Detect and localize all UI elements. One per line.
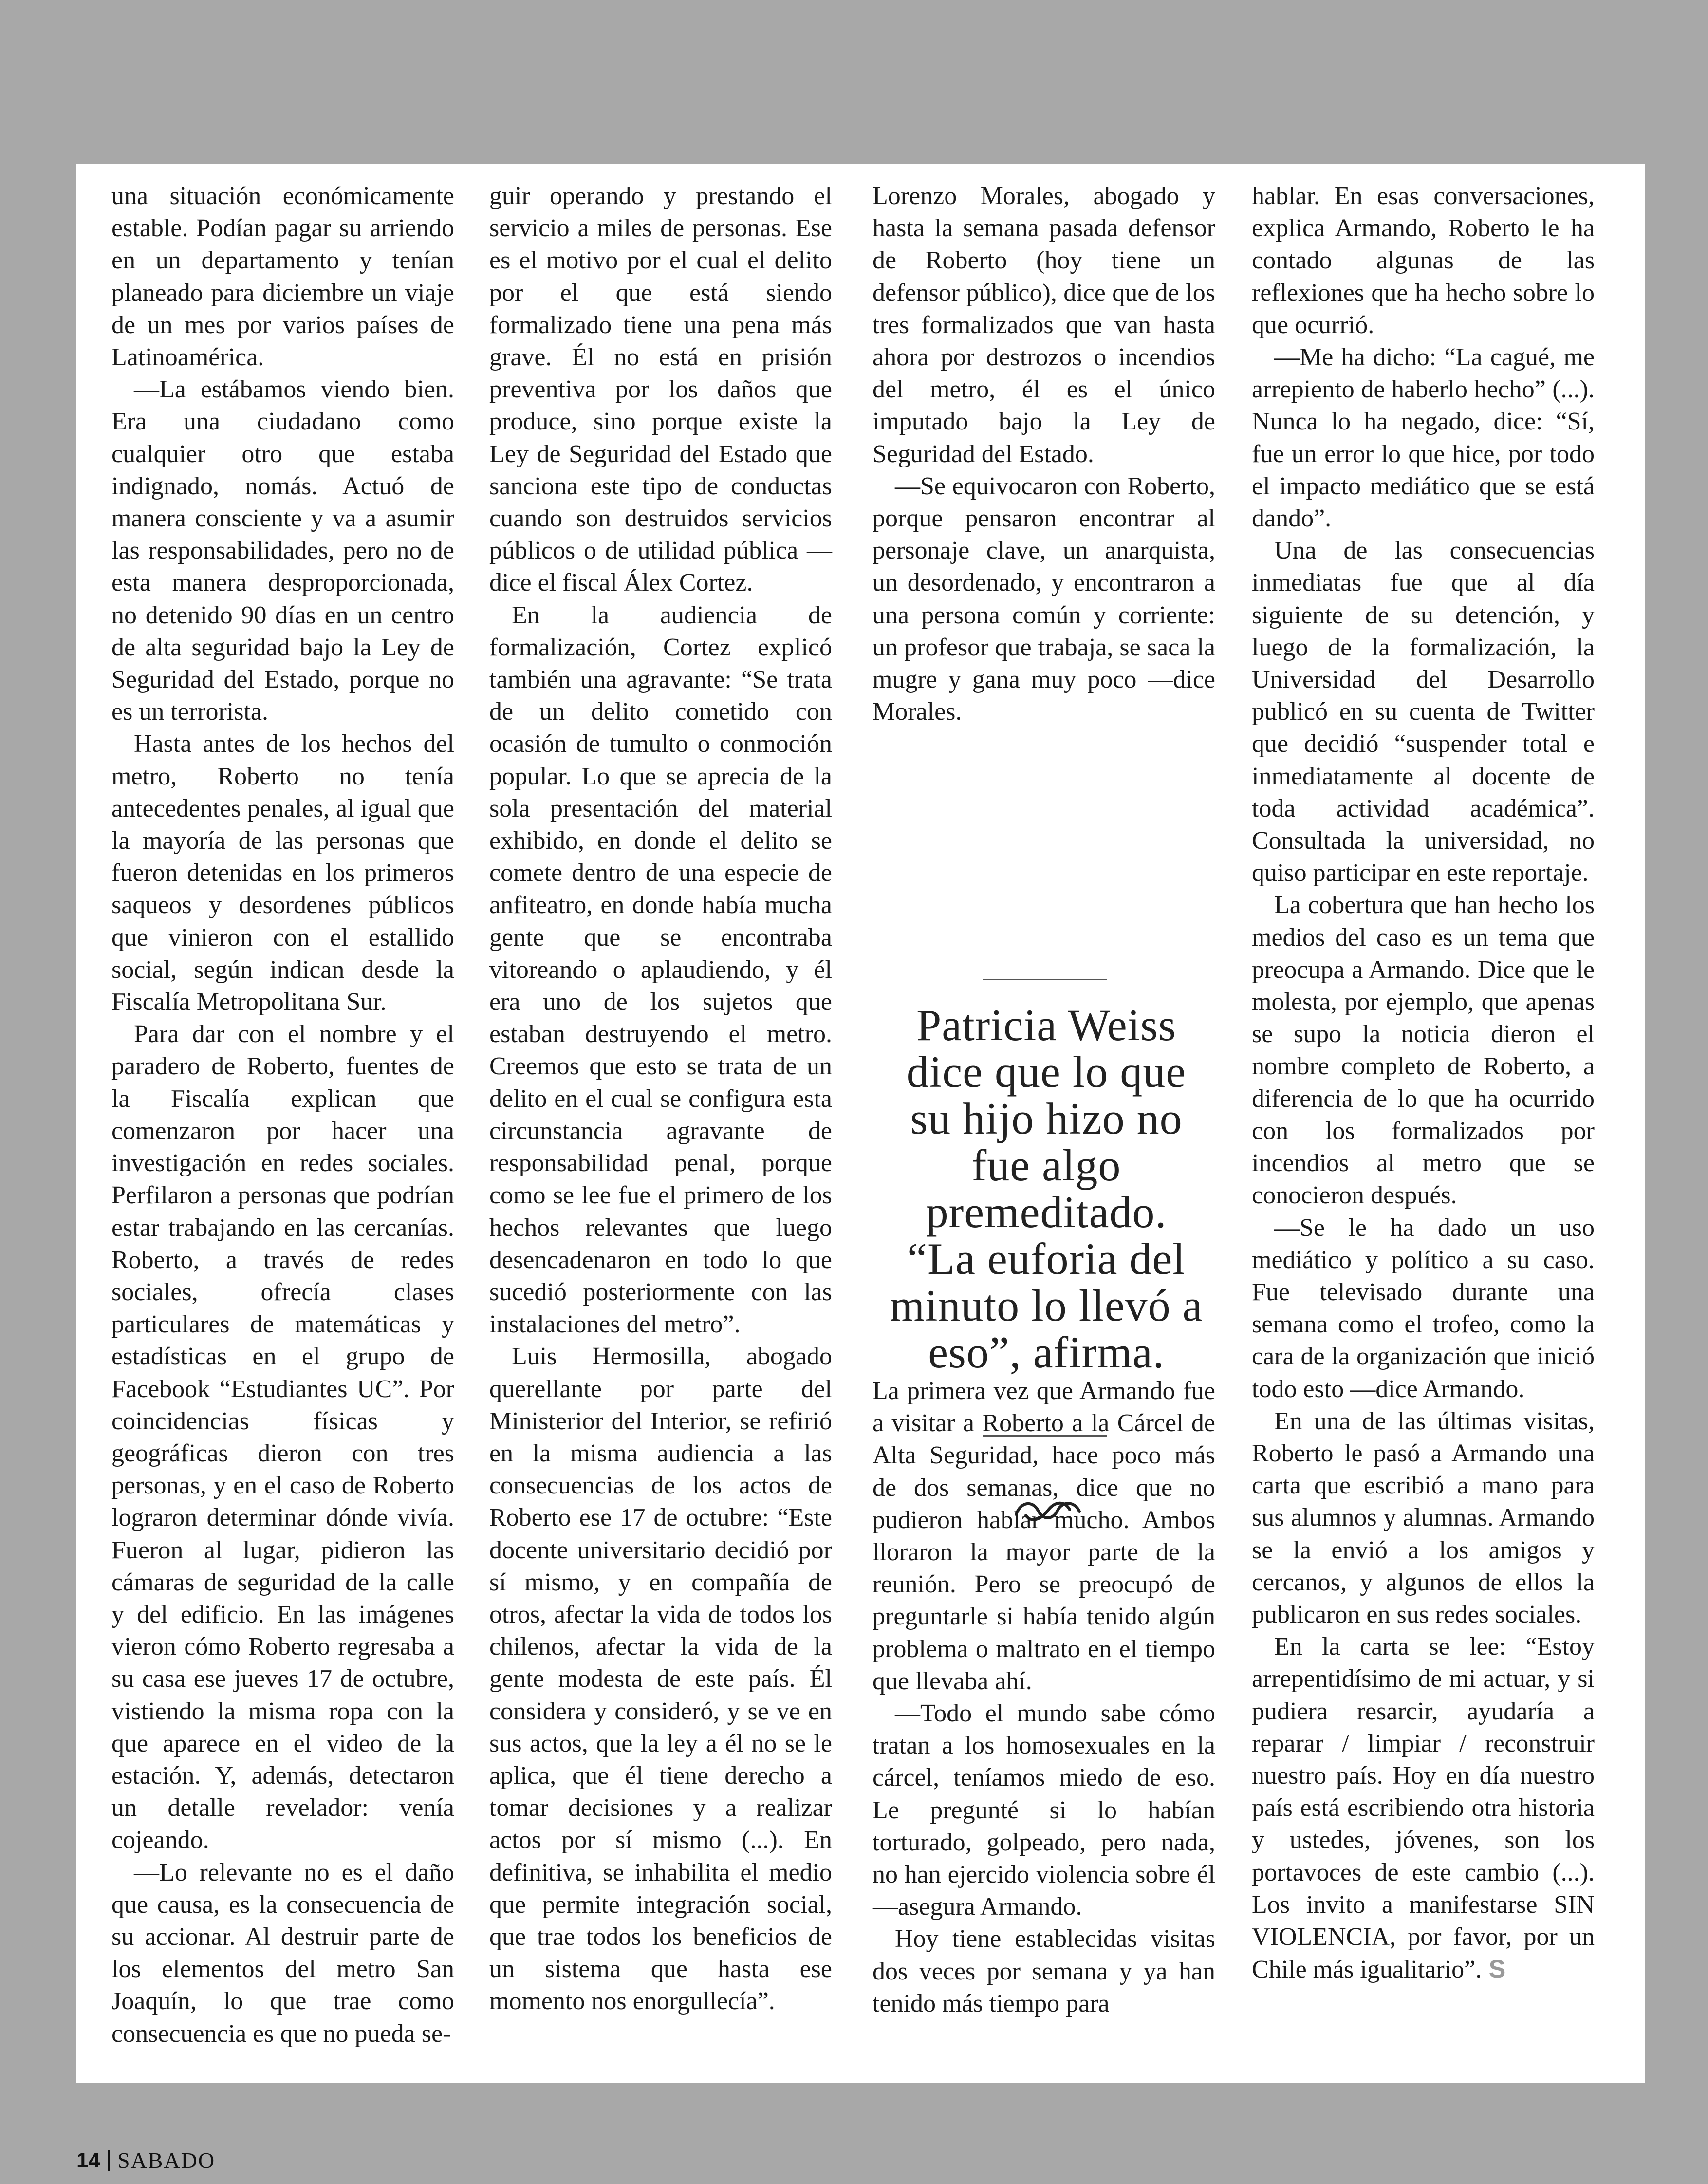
pullquote-line: su hijo hizo no <box>910 1094 1183 1143</box>
paragraph: guir operando y prestando el servicio a miles de personas. Ese es el motivo por el cual el delito por el que está siendo formalizado tiene una pena más grave. Él no está en prisión preventiva por los daños que produce, sino porque existe la Ley de Seguridad del Estado que sanciona este tipo de conductas cuando son destruidos servicios públicos o de utilidad pública —dice el fiscal Álex Cortez. <box>489 182 832 597</box>
article-column-1 <box>111 180 454 2050</box>
article-column-3 <box>873 180 1215 728</box>
pullquote-line: Patricia Weiss <box>916 1000 1176 1050</box>
paragraph: una situación económicamente estable. Podían pagar su arriendo en un departamento y tenían planeado para diciembre un viaje de un mes por varios países de Latinoamérica. <box>111 182 454 372</box>
paragraph: —Se equivocaron con Roberto, porque pensaron encontrar al personaje clave, un anarquista, un desordenado, y encontraron a una persona común y corriente: un profesor que trabaja, se saca la mugre y gana muy poco —dice Morales. <box>873 472 1215 726</box>
paragraph: En la audiencia de formalización, Cortez explicó también una agravante: “Se trata de un delito cometido con ocasión de tumulto o conmoción popular. Lo que se aprecia de la sola presentación del material exhibido, en donde el delito se comete dentro de una especie de anfiteatro, en donde había mucha gente que se encontraba vitoreando o aplaudiendo, y él era uno de los sujetos que estaban destruyendo el metro. Creemos que esto se trata de un delito en el cual se configura esta circunstancia agravante de responsabilidad penal, porque como se lee fue el primero de los hechos relevantes que luego desencadenaron en todo lo que sucedió posteriormente con las instalaciones del metro”. <box>489 601 832 1339</box>
paragraph: En la carta se lee: “Estoy arrepentidísimo de mi actuar, y si pudiera resarcir, ayudaría a reparar / limpiar / reconstruir nuestro país. Hoy en día nuestro país está escribiendo otra historia y ustedes, jóvenes, son los portavoces de este cambio (...). Los invito a manifestarse SIN VIOLENCIA, por favor, por un Chile más igualitario”. S <box>1252 1633 1595 1984</box>
paragraph: En una de las últimas visitas, Roberto le pasó a Armando una carta que escribió a mano para sus alumnos y alumnas. Armando se la envió a los amigos y cercanos, y algunos de ellos la publicaron en sus redes sociales. <box>1252 1407 1595 1628</box>
pullquote-line: minuto lo llevó a <box>890 1281 1203 1330</box>
paragraph: —La estábamos viendo bien. Era una ciudadano como cualquier otro que estaba indignado, nomás. Actuó de manera consciente y va a asumir las responsabilidades, pero no de esta manera desproporcionada, no detenido 90 días en un centro de alta seguridad bajo la Ley de Seguridad del Estado, porque no es un terrorista. <box>111 375 454 726</box>
magazine-logo: SABADO <box>117 2148 216 2173</box>
pullquote-line: dice que lo que <box>906 1047 1187 1097</box>
paragraph: Hasta antes de los hechos del metro, Roberto no tenía antecedentes penales, al igual que la mayoría de las personas que fueron detenidas en los primeros saqueos y desordenes públicos que vinieron con el estallido social, según indican desde la Fiscalía Metropolitana Sur. <box>111 730 454 1016</box>
article-column-2 <box>489 180 832 2018</box>
pullquote-line: “La euforia del <box>907 1234 1186 1284</box>
paragraph: Para dar con el nombre y el paradero de Roberto, fuentes de la Fiscalía explican que comenzaron por hacer una investigación en redes sociales. Perfilaron a personas que podrían estar trabajando en las cercanías. Roberto, a través de redes sociales, ofrecía clases particulares de matemáticas y estadísticas en el grupo de Facebook “Estudiantes UC”. Por coincidencias físicas y geográficas dieron con tres personas, y en el caso de Roberto lograron determinar dónde vivía. Fueron al lugar, pidieron las cámaras de seguridad de la calle y del edificio. En las imágenes vieron cómo Roberto regresaba a su casa ese jueves 17 de octubre, vistiendo la misma ropa con la que aparece en el video de la estación. Y, además, detectaron un detalle revelador: venía cojeando. <box>111 1020 454 1854</box>
pullquote-top-rule <box>983 979 1107 980</box>
pullquote-line: fue algo <box>971 1140 1121 1190</box>
paragraph: La cobertura que han hecho los medios del caso es un tema que preocupa a Armando. Dice que le molesta, por ejemplo, que apenas se supo la noticia dieron el nombre completo de Roberto, a diferencia de lo que ha ocurrido con los formalizados por incendios al metro que se conocieron después. <box>1252 891 1595 1210</box>
paragraph: hablar. En esas conversaciones, explica Armando, Roberto le ha contado algunas de las reflexiones que ha hecho sobre lo que ocurrió. <box>1252 182 1595 339</box>
end-mark: S <box>1482 1955 1506 1984</box>
article-column-3-continued <box>873 1375 1215 2020</box>
paragraph: Hoy tiene establecidas visitas dos veces por semana y ya han tenido más tiempo para <box>873 1925 1215 2017</box>
magazine-page <box>76 164 1645 2083</box>
paragraph: Una de las consecuencias inmediatas fue que al día siguiente de su detención, y luego de la formalización, la Universidad del Desarrollo publicó en su cuenta de Twitter que decidió “suspender total e inmediatamente al docente de toda actividad académica”. Consultada la universidad, no quiso participar en este reportaje. <box>1252 537 1595 887</box>
pullquote-line: eso”, afirma. <box>928 1327 1165 1377</box>
paragraph: —Se le ha dado un uso mediático y político a su caso. Fue televisado durante una semana como el trofeo, como la cara de la organización que inició todo esto —dice Armando. <box>1252 1213 1595 1403</box>
paragraph: —Todo el mundo sabe cómo tratan a los homosexuales en la cárcel, teníamos miedo de eso. Le pregunté si lo habían torturado, golpeado, pero nada, no han ejercido violencia sobre él —asegura Armando. <box>873 1699 1215 1921</box>
footer-divider <box>108 2150 110 2171</box>
paragraph: Luis Hermosilla, abogado querellante por parte del Ministerior del Interior, se refirió en la misma audiencia a las consecuencias de los actos de Roberto ese 17 de octubre: “Este docente universitario decidió por sí mismo, y en compañía de otros, afectar la vida de todos los chilenos, afectar la vida de la gente modesta de este país. Él considera y consideró, y se ve en sus actos, que la ley a él no se le aplica, que él tiene derecho a tomar decisiones y a realizar actos por sí mismo (...). En definitiva, se inhabilita el medio que permite integración social, que trae todos los beneficios de un sistema que hasta ese momento nos enorgullecía”. <box>489 1343 832 2016</box>
pullquote <box>875 1002 1218 1376</box>
page-footer <box>76 2147 215 2173</box>
pullquote-line: premeditado. <box>926 1187 1167 1237</box>
paragraph: La primera vez que Armando fue a visitar a Roberto a la Cárcel de Alta Seguridad, hace poco más de dos semanas, dice que no pudieron hablar mucho. Ambos lloraron la mayor parte de la reunión. Pero se preocupó de preguntarle si había tenido algún problema o maltrato en el tiempo que llevaba ahí. <box>873 1377 1215 1695</box>
article-column-4 <box>1252 180 1595 1986</box>
paragraph: —Me ha dicho: “La cagué, me arrepiento de haberlo hecho” (...). Nunca lo ha negado, dice: “Sí, fue un error lo que hice, por todo el impacto mediático que se está dando”. <box>1252 343 1595 533</box>
page-number: 14 <box>76 2148 100 2172</box>
paragraph: Lorenzo Morales, abogado y hasta la semana pasada defensor de Roberto (hoy tiene un defensor público), dice que de los tres formalizados que van hasta ahora por destrozos o incendios del metro, él es el único imputado bajo la Ley de Seguridad del Estado. <box>873 182 1215 468</box>
paragraph: —Lo relevante no es el daño que causa, es la consecuencia de su accionar. Al destruir parte de los elementos del metro San Joaquín, lo que trae como consecuencia es que no pueda se- <box>111 1858 454 2048</box>
